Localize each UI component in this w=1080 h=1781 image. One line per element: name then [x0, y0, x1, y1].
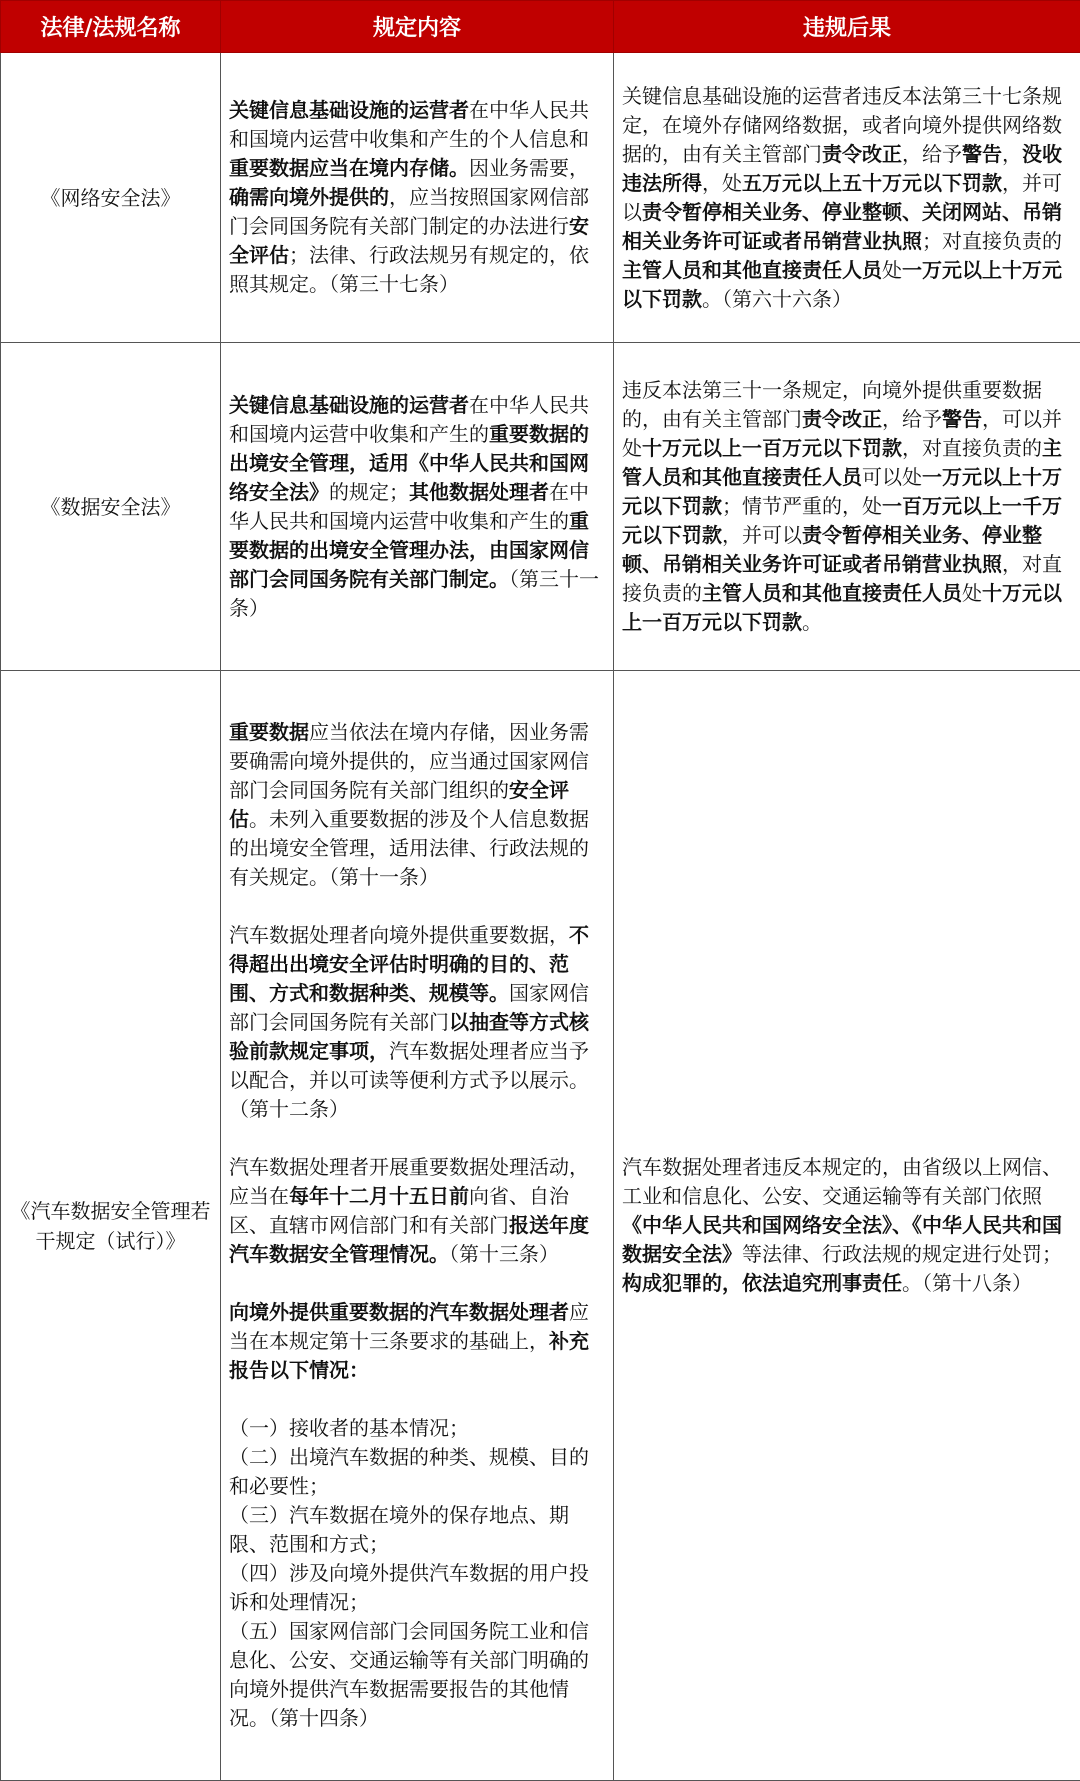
text-run: 处	[962, 581, 982, 605]
paragraph	[229, 391, 605, 623]
text-run: ，对直接负责的	[902, 436, 1042, 460]
text-run: 汽车数据处理者违反本规定的，由省级以上网信、工业和信息化、公安、交通运输等有关部门依照	[622, 1155, 1062, 1208]
bold-text: 主管人员和其他直接责任人员	[622, 436, 1062, 489]
table-row	[1, 343, 1080, 671]
consequence-cell	[614, 343, 1080, 671]
law-name-cell: 《网络安全法》	[1, 53, 221, 343]
bold-text: 五万元以上五十万元以下罚款	[742, 171, 1002, 195]
bold-text: 警告	[942, 407, 982, 431]
bold-text: 重要数据应当在境内存储。	[229, 156, 469, 180]
bold-text: 确需向境外提供的	[229, 185, 389, 209]
paragraph	[622, 376, 1072, 637]
text-run: 的规定；	[329, 480, 409, 504]
bold-text: 责令改正	[822, 142, 902, 166]
bold-text: 向境外提供重要数据的汽车数据处理者	[229, 1300, 569, 1324]
text-run: 汽车数据处理者应当予以配合，并以可读等便利方式予以展示。（第十二条）	[229, 1039, 589, 1121]
bold-text: 主管人员和其他直接责任人员	[622, 258, 882, 282]
paragraph	[229, 1153, 605, 1269]
text-run: 等法律、行政法规的规定进行处罚；	[742, 1242, 1062, 1266]
table-row	[1, 53, 1080, 343]
text-run: ，处	[702, 171, 742, 195]
list-item: （二）出境汽车数据的种类、规模、目的和必要性；	[229, 1443, 605, 1501]
bold-text: 没收违法所得	[622, 142, 1062, 195]
bold-text: 十万元以上一百万元以下罚款	[642, 436, 902, 460]
bold-text: 关键信息基础设施的运营者	[229, 98, 469, 122]
paragraph	[622, 1153, 1072, 1298]
table-row	[1, 671, 1080, 1781]
text-run: 关键信息基础设施的运营者违反本法第三十七条规定，在境外存储网络数据，或者向境外提供网络数据的，由有关主管部门	[622, 84, 1062, 166]
paragraph	[229, 96, 605, 299]
bold-text: 《中华人民共和国网络安全法》、《中华人民共和国数据安全法》	[622, 1213, 1062, 1266]
text-run: ；法律、行政法规另有规定的，依照其规定。（第三十七条）	[229, 243, 589, 296]
bold-text: 一万元以上十万元以下罚款	[622, 465, 1062, 518]
text-run: 。	[802, 610, 822, 634]
bold-text: 十万元以上一百万元以下罚款	[622, 581, 1062, 634]
paragraph	[229, 718, 605, 892]
law-name-cell: 《数据安全法》	[1, 343, 221, 671]
bold-text: 一百万元以上一千万元以下罚款	[622, 494, 1062, 547]
text-run: 。未列入重要数据的涉及个人信息数据的出境安全管理，适用法律、行政法规的有关规定。（第十一条）	[229, 807, 589, 889]
text-run: 可以处	[862, 465, 922, 489]
text-run: 应当依法在境内存储，因业务需要确需向境外提供的，应当通过国家网信部门会同国务院有关部门组织的	[229, 720, 589, 802]
report-items-list	[229, 1414, 605, 1733]
bold-text: 责令改正	[802, 407, 882, 431]
provision-cell	[221, 53, 614, 343]
bold-text: 构成犯罪的，依法追究刑事责任	[622, 1271, 902, 1295]
text-run: ，给予	[882, 407, 942, 431]
text-run: ；对直接负责的	[922, 229, 1062, 253]
bold-text: 重要数据	[229, 720, 309, 744]
text-run: ，并可以	[722, 523, 802, 547]
bold-text: 警告	[962, 142, 1002, 166]
text-run: ，对直接负责的	[622, 552, 1062, 605]
column-header-law-name: 法律/法规名称	[1, 1, 221, 53]
bold-text: 安全评估	[229, 214, 589, 267]
list-item: （四）涉及向境外提供汽车数据的用户投诉和处理情况；	[229, 1559, 605, 1617]
bold-text: 重要数据的出境安全管理办法，由国家网信部门会同国务院有关部门制定。	[229, 509, 589, 591]
column-header-provision: 规定内容	[221, 1, 614, 53]
text-run: ，并可以	[622, 171, 1062, 224]
text-run: ，给予	[902, 142, 962, 166]
bold-text: 报送年度汽车数据安全管理情况。	[229, 1213, 589, 1266]
bold-text: 一万元以上十万元以下罚款	[622, 258, 1062, 311]
text-run: （第十三条）	[449, 1242, 559, 1266]
bold-text: 责令暂停相关业务、停业整顿、吊销相关业务许可证或者吊销营业执照	[622, 523, 1042, 576]
text-run: 。（第十八条）	[902, 1271, 1032, 1295]
text-run: 在中华人民共和国境内运营中收集和产生的	[229, 393, 589, 446]
text-run: ；情节严重的，处	[722, 494, 882, 518]
text-run: （第三十一条）	[229, 567, 599, 620]
bold-text: 补充报告以下情况：	[229, 1329, 589, 1382]
law-name-cell: 《汽车数据安全管理若干规定（试行）》	[1, 671, 221, 1781]
text-run: 。（第六十六条）	[702, 287, 852, 311]
bold-text: 主管人员和其他直接责任人员	[702, 581, 962, 605]
paragraph	[622, 82, 1072, 314]
bold-text: 重要数据的出境安全管理，适用《中华人民共和国网络安全法》	[229, 422, 589, 504]
text-run: 因业务需要，	[469, 156, 589, 180]
text-run: ，应当按照国家网信部门会同国务院有关部门制定的办法进行	[229, 185, 589, 238]
bold-text: 其他数据处理者	[409, 480, 549, 504]
bold-text: 不得超出出境安全评估时明确的目的、范围、方式和数据种类、规模等。	[229, 923, 589, 1005]
bold-text: 安全评估	[229, 778, 569, 831]
text-run: ，	[1002, 142, 1022, 166]
list-item: （三）汽车数据在境外的保存地点、期限、范围和方式；	[229, 1501, 605, 1559]
consequence-cell	[614, 53, 1080, 343]
text-run: 汽车数据处理者向境外提供重要数据，	[229, 923, 569, 947]
provision-cell	[221, 343, 614, 671]
bold-text: 责令暂停相关业务、停业整顿、关闭网站、吊销相关业务许可证或者吊销营业执照	[622, 200, 1062, 253]
list-item: （一）接收者的基本情况；	[229, 1414, 605, 1443]
text-run: 在中华人民共和国境内运营中收集和产生的	[229, 480, 589, 533]
column-header-consequence: 违规后果	[614, 1, 1080, 53]
text-run: 向省、自治区、直辖市网信部门和有关部门	[229, 1184, 569, 1237]
bold-text: 每年十二月十五日前	[289, 1184, 469, 1208]
list-item: （五）国家网信部门会同国务院工业和信息化、公安、交通运输等有关部门明确的向境外提供汽车数据需要报告的其他情况。（第十四条）	[229, 1617, 605, 1733]
table-header-row	[1, 1, 1080, 53]
text-run: ，可以并处	[622, 407, 1062, 460]
provision-cell	[221, 671, 614, 1781]
consequence-cell	[614, 671, 1080, 1781]
text-run: 违反本法第三十一条规定，向境外提供重要数据的，由有关主管部门	[622, 378, 1042, 431]
text-run: 在中华人民共和国境内运营中收集和产生的个人信息和	[229, 98, 589, 151]
text-run: 处	[882, 258, 902, 282]
text-run: 国家网信部门会同国务院有关部门	[229, 981, 589, 1034]
paragraph	[229, 1298, 605, 1385]
bold-text: 以抽查等方式核验前款规定事项，	[229, 1010, 589, 1063]
text-run: 应当在本规定第十三条要求的基础上，	[229, 1300, 589, 1353]
paragraph	[229, 921, 605, 1124]
bold-text: 关键信息基础设施的运营者	[229, 393, 469, 417]
text-run: 汽车数据处理者开展重要数据处理活动，应当在	[229, 1155, 589, 1208]
